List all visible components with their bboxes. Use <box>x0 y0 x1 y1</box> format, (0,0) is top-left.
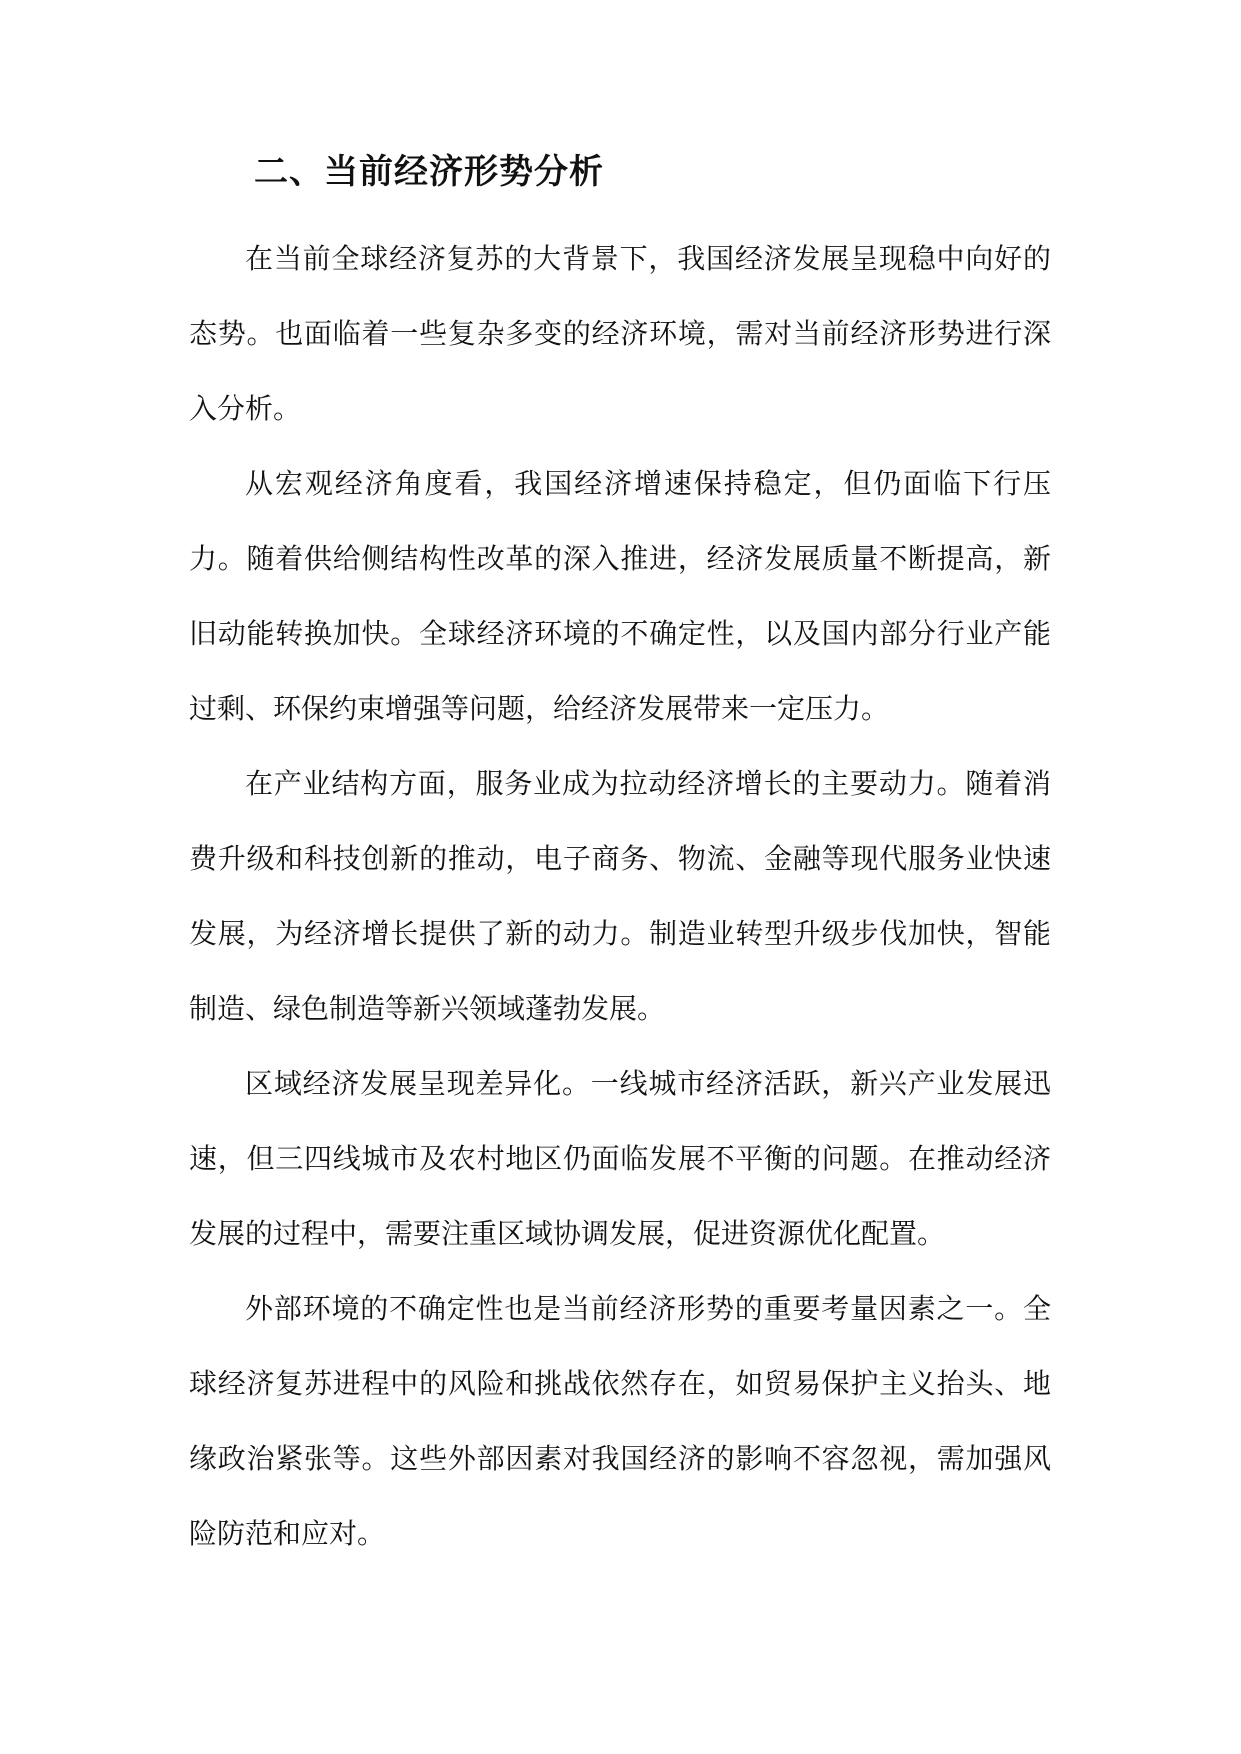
section-heading: 二、当前经济形势分析 <box>254 152 604 192</box>
paragraph-4: 区域经济发展呈现差异化。一线城市经济活跃，新兴产业发展迅速，但三四线城市及农村地区仍面临发展不平衡的问题。在推动经济发展的过程中，需要注重区域协调发展，促进资源优化配置。 <box>189 1067 1051 1250</box>
body-text <box>189 221 1051 1571</box>
paragraph-5: 外部环境的不确定性也是当前经济形势的重要考量因素之一。全球经济复苏进程中的风险和挑战依然存在，如贸易保护主义抬头、地缘政治紧张等。这些外部因素对我国经济的影响不容忽视，需加强风险防范和应对。 <box>189 1292 1051 1550</box>
paragraph-3: 在产业结构方面，服务业成为拉动经济增长的主要动力。随着消费升级和科技创新的推动，电子商务、物流、金融等现代服务业快速发展，为经济增长提供了新的动力。制造业转型升级步伐加快，智能制造、绿色制造等新兴领域蓬勃发展。 <box>189 767 1051 1025</box>
paragraph-1: 在当前全球经济复苏的大背景下，我国经济发展呈现稳中向好的态势。也面临着一些复杂多变的经济环境，需对当前经济形势进行深入分析。 <box>189 242 1051 425</box>
paragraph-2: 从宏观经济角度看，我国经济增速保持稳定，但仍面临下行压力。随着供给侧结构性改革的深入推进，经济发展质量不断提高，新旧动能转换加快。全球经济环境的不确定性，以及国内部分行业产能过剩、环保约束增强等问题，给经济发展带来一定压力。 <box>189 467 1051 725</box>
